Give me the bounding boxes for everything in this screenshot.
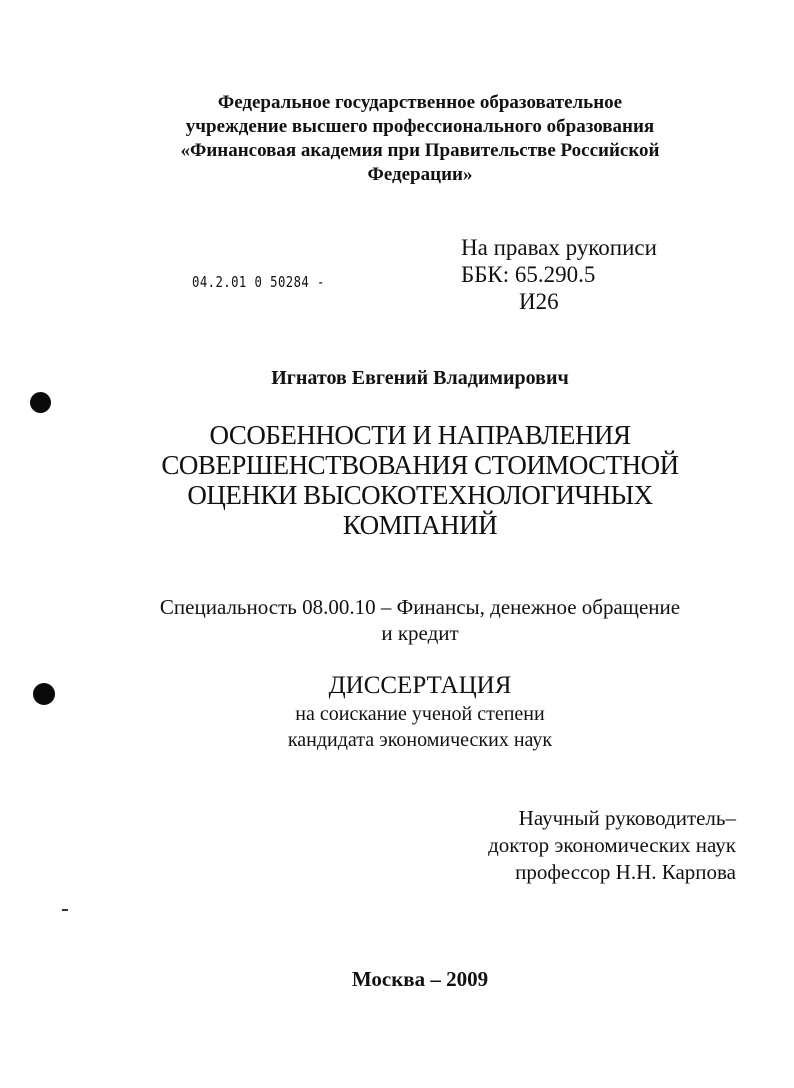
degree-line-2: кандидата экономических наук: [287, 729, 553, 751]
institution-line-1: Федеральное государственное образовательное: [217, 92, 623, 113]
rights-block: [461, 234, 657, 315]
place-year: Москва – 2009: [351, 967, 489, 991]
supervisor-block: [488, 805, 736, 886]
document-type-block: [100, 671, 740, 753]
institution-line-2: учреждение высшего профессионального образования: [185, 116, 655, 137]
specialty: [100, 594, 740, 646]
punch-hole-bottom: [33, 683, 55, 705]
margin-mark: [62, 909, 68, 911]
author-sign-code: И26: [519, 289, 559, 314]
supervisor-name: профессор Н.Н. Карпова: [515, 860, 736, 884]
title-line-3: ОЦЕНКИ ВЫСОКОТЕХНОЛОГИЧНЫХ: [187, 480, 653, 510]
manuscript-note: На правах рукописи: [461, 235, 657, 260]
institution-line-4: Федерации»: [367, 164, 473, 185]
degree-line-1: на соискание ученой степени: [295, 703, 545, 725]
specialty-line-2: и кредит: [381, 621, 459, 645]
institution-line-3: «Финансовая академия при Правительстве Российской: [180, 140, 660, 161]
bbk-index: ББК: 65.290.5: [461, 262, 596, 287]
author-name: Игнатов Евгений Владимирович: [271, 367, 569, 389]
archive-stamp-number: 04.2.01 0 50284 -: [192, 273, 325, 291]
title-line-2: СОВЕРШЕНСТВОВАНИЯ СТОИМОСТНОЙ: [161, 450, 679, 480]
title-line-4: КОМПАНИЙ: [342, 510, 498, 540]
institution-header: [100, 91, 740, 187]
supervisor-role: Научный руководитель–: [518, 806, 736, 830]
punch-hole-top: [30, 392, 51, 413]
dissertation-title: [100, 420, 740, 540]
document-type-label: ДИССЕРТАЦИЯ: [328, 672, 512, 699]
supervisor-degree: доктор экономических наук: [488, 833, 736, 857]
specialty-line-1: Специальность 08.00.10 – Финансы, денежное обращение: [159, 595, 681, 619]
title-line-1: ОСОБЕННОСТИ И НАПРАВЛЕНИЯ: [209, 420, 631, 450]
